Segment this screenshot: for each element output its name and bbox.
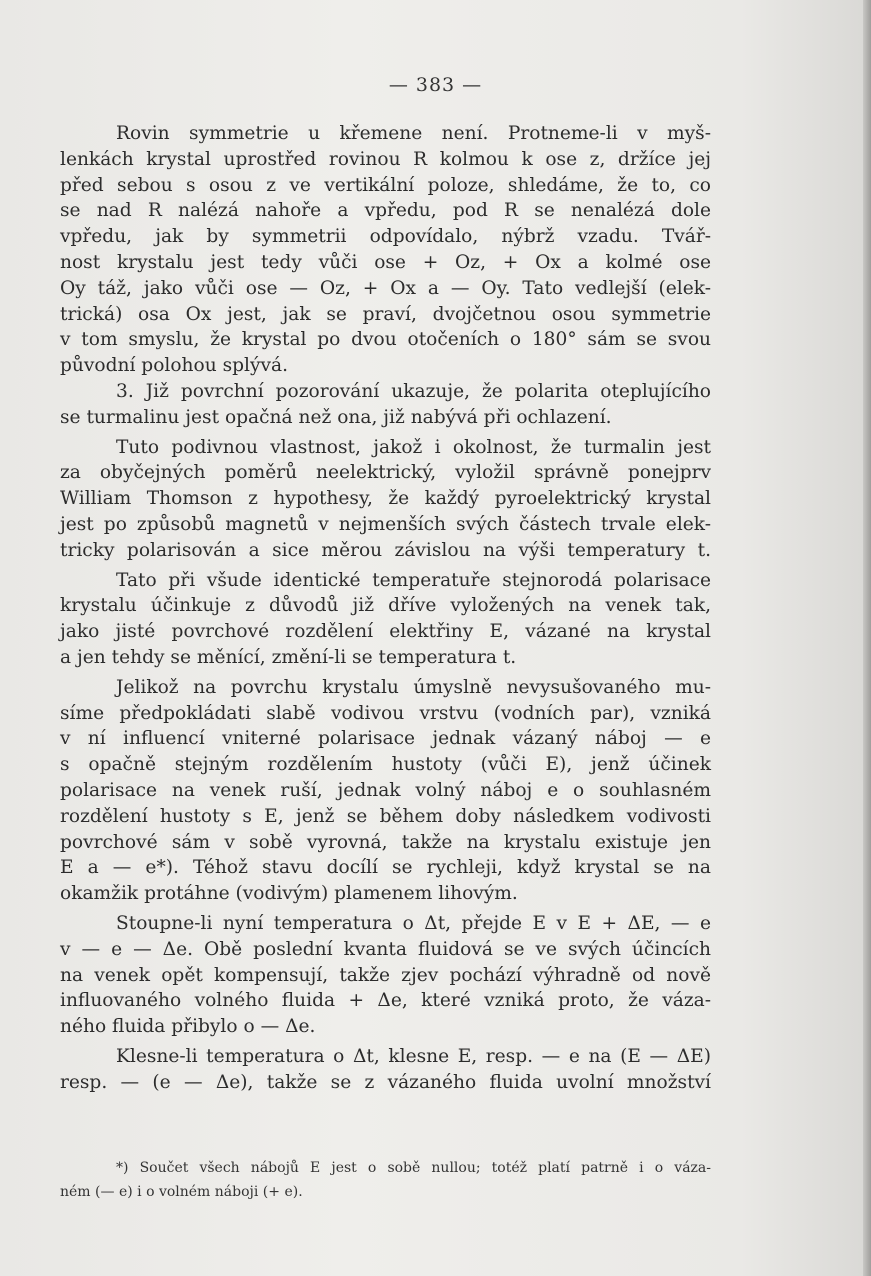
text-line: za obyčejných poměrů neelektrický, vyložil správně ponejprv bbox=[60, 462, 711, 484]
page-number-header: — 383 — bbox=[388, 74, 483, 96]
text-line: influovaného volného fluida + Δe, které vzniká proto, že váza- bbox=[60, 990, 711, 1012]
text-line: ného fluida přibylo o — Δe. bbox=[60, 1016, 316, 1038]
text-line: nost krystalu jest tedy vůči ose + Oz, + Ox a kolmé ose bbox=[60, 251, 711, 273]
text-line: Stoupne-li nyní temperatura o Δt, přejde E v E + ΔE, — e bbox=[116, 912, 711, 934]
text-line: vpředu, jak by symmetrii odpovídalo, nýbrž vzadu. Tvář- bbox=[60, 226, 711, 248]
text-line: Jelikož na povrchu krystalu úmyslně nevysušovaného mu- bbox=[116, 676, 711, 698]
text-line: krystalu účinkuje z důvodů již dříve vyložených na venek tak, bbox=[60, 595, 711, 617]
text-line: polarisace na venek ruší, jednak volný náboj e o souhlasném bbox=[60, 779, 711, 801]
text-line: se nad R nalézá nahoře a vpředu, pod R se nenalézá dole bbox=[60, 200, 711, 222]
text-line: resp. — (e — Δe), takže se z vázaného fluida uvolní množství bbox=[60, 1071, 711, 1093]
text-line: Oy táž, jako vůči ose — Oz, + Ox a — Oy. Tato vedlejší (elek- bbox=[60, 277, 711, 299]
text-line: Rovin symmetrie u křemene není. Protneme-li v myš- bbox=[116, 123, 711, 144]
text-line: a jen tehdy se měnící, změní-li se temperatura t. bbox=[60, 646, 517, 668]
text-line: původní polohou splývá. bbox=[60, 355, 289, 377]
text-line: jako jisté povrchové rozdělení elektřiny E, vázané na krystal bbox=[60, 621, 711, 643]
text-line: Tuto podivnou vlastnost, jakož i okolnost, že turmalin jest bbox=[116, 436, 711, 458]
text-line: v — e — Δe. Obě poslední kvanta fluidová se ve svých účincích bbox=[60, 938, 711, 960]
text-line: okamžik protáhne (vodivým) plamenem lihovým. bbox=[60, 883, 518, 905]
text-line: na venek opět kompensují, takže zjev pochází výhradně od nově bbox=[60, 964, 711, 986]
text-line: William Thomson z hypothesy, že každý pyroelektrický krystal bbox=[60, 488, 711, 510]
text-line: povrchové sám v sobě vyrovná, takže na krystalu existuje jen bbox=[60, 831, 711, 853]
text-line: rozdělení hustoty s E, jenž se během doby následkem vodivosti bbox=[60, 805, 711, 827]
text-line: před sebou s osou z ve vertikální poloze, shledáme, že to, co bbox=[60, 174, 711, 196]
footnote-line: ném (— e) i o volném náboji (+ e). bbox=[60, 1184, 303, 1200]
text-line: v tom smyslu, že krystal po dvou otočeních o 180° sám se svou bbox=[60, 329, 711, 351]
text-line: Tato při všude identické temperatuře stejnorodá polarisace bbox=[116, 569, 711, 591]
footnote-block bbox=[60, 1156, 711, 1204]
footnote-line: *) Součet všech nábojů E jest o sobě nullou; totéž platí patrně i o váza- bbox=[116, 1160, 711, 1176]
text-line: s opačně stejným rozdělením hustoty (vůči E), jenž účinek bbox=[60, 754, 711, 776]
text-line: síme předpokládati slabě vodivou vrstvu (vodních par), vzniká bbox=[60, 702, 711, 724]
main-text-block bbox=[60, 121, 711, 1095]
text-line: 3. Již povrchní pozorování ukazuje, že polarita oteplujícího bbox=[116, 380, 711, 402]
text-line: Klesne-li temperatura o Δt, klesne E, resp. — e na (E — ΔE) bbox=[116, 1045, 711, 1067]
text-line: v ní influencí vniterné polarisace jednak vázaný náboj — e bbox=[60, 728, 711, 750]
text-line: jest po způsobů magnetů v nejmenších svých částech trvale elek- bbox=[60, 513, 711, 535]
text-line: trická) osa Ox jest, jak se praví, dvojčetnou osou symmetrie bbox=[60, 303, 711, 325]
text-line: tricky polarisován a sice měrou závislou na výši temperatury t. bbox=[60, 539, 711, 561]
text-line: lenkách krystal uprostřed rovinou R kolmou k ose z, držíce jej bbox=[60, 148, 711, 170]
page-gutter-shadow bbox=[863, 0, 871, 1276]
text-line: se turmalinu jest opačná než ona, již nabývá při ochlazení. bbox=[60, 406, 612, 428]
text-line: E a — e*). Téhož stavu docílí se rychleji, když krystal se na bbox=[60, 857, 711, 879]
